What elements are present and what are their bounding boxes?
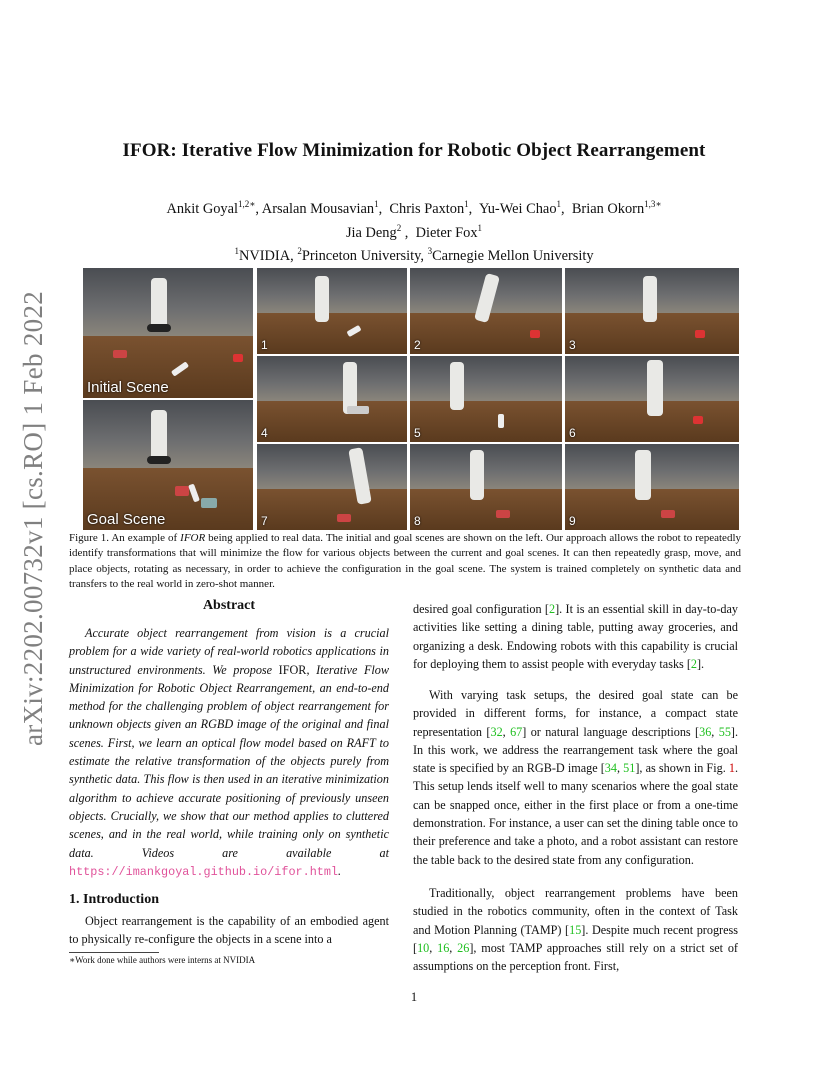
arxiv-identifier: arXiv:2202.00732v1 [cs.RO] 1 Feb 2022	[18, 290, 48, 746]
affiliations: $^1$NVIDIA, $^2$Princeton University, $^3$Carnegie Mellon University	[234, 246, 594, 265]
step-image-8	[410, 444, 562, 530]
step-number: 1	[261, 338, 268, 352]
author-affil-sup: 1,3∗	[644, 199, 662, 209]
citation-link[interactable]: 15	[569, 922, 582, 937]
section-heading: 1. Introduction	[69, 892, 159, 907]
author-name: Brian Okorn	[571, 200, 645, 217]
citation-link[interactable]: 26	[457, 940, 470, 955]
paragraph: desired goal configuration [2]. It is an essential skill in day-to-day activities like setting a dining table, putting away groceries, and organizing a desk. Endowing robots with this capability is crucial for deploying them to assist people with everyday tasks [2].	[413, 602, 738, 671]
step-image-9	[565, 444, 739, 530]
step-number: 9	[569, 514, 576, 528]
step-number: 5	[414, 426, 421, 440]
citation-link[interactable]: 2	[690, 656, 697, 671]
step-number: 3	[569, 338, 576, 352]
intro-text: Object rearrangement is the capability of an embodied agent to physically re-configure the objects in a scene into a	[69, 914, 389, 947]
footnote: ∗Work done while authors were interns at NVIDIA	[69, 955, 256, 965]
author-list: Ankit Goyal$^{1,2∗}$, Arsalan Mousavian$^1$, Chris Paxton$^1$, Yu-Wei Chao$^1$, Brian Okorn$^{1,3∗}$ Jia Deng$^2$ , Dieter Fox$^1$ $^1$NVIDIA, $^2$Princeton University, $^3$Carnegie Mellon University	[166, 199, 662, 265]
author-name: Dieter Fox	[415, 224, 478, 241]
citation-link[interactable]: 67	[510, 724, 523, 739]
step-image-1	[257, 268, 407, 354]
citation-link[interactable]: 2	[548, 602, 556, 616]
paper-title: IFOR: Iterative Flow Minimization for Robotic Object Rearrangement	[122, 140, 706, 161]
step-number: 8	[414, 514, 421, 528]
author-name: Chris Paxton	[389, 200, 465, 217]
step-image-5	[410, 356, 562, 442]
citation-link[interactable]: 55	[718, 724, 731, 739]
footnote-divider	[69, 952, 159, 953]
citation-link[interactable]: 16	[437, 940, 450, 955]
initial-scene-image	[83, 268, 253, 398]
author-name: Ankit Goyal	[166, 200, 239, 217]
step-image-2	[410, 268, 562, 354]
paragraph: With varying task setups, the desired goal state can be provided in different forms, for instance, a compact state representation [32, 67] or natural language descriptions [36, 55]. In this work, we address the rearrangement task where the goal state is specified by an RGB-D image [34, 51], as shown in Fig. 1. This setup lends itself well to many scenarios where the goal state can be snapped once, either in the first place or from a one-time demonstration. For instance, a user can set the dining table once to their preference and take a photo, and a robot assistant can restore the table back to the desired state from any configuration.	[413, 688, 739, 867]
step-image-7	[257, 444, 407, 530]
step-number: 4	[261, 426, 268, 440]
citation-link[interactable]: 32	[490, 724, 503, 739]
citation-link[interactable]: 36	[699, 724, 712, 739]
page-number: 1	[410, 990, 418, 1004]
initial-scene-label: Initial Scene	[87, 379, 169, 396]
project-url-link[interactable]: https://imankgoyal.github.io/ifor.html	[69, 864, 339, 879]
citation-link[interactable]: 10	[417, 940, 430, 955]
author-name: Jia Deng	[345, 224, 397, 241]
figure-caption: Figure 1. An example of IFOR being applied to real data. The initial and goal scenes are shown on the left. Our approach allows the robot to repeatedly identify transformations that will minimize the flow for various objects between the current and goal scenes. It can then repeatedly grasp, move, and place objects, rotating as necessary, in order to achieve the configuration in the goal scene. The system is trained completely on synthetic data and transfers to the real world in zero-shot manner.	[69, 532, 741, 590]
step-number: 2	[414, 338, 421, 352]
step-image-4	[257, 356, 407, 442]
step-number: 6	[569, 426, 576, 440]
citation-link[interactable]: 51	[623, 761, 636, 776]
figure-1	[83, 268, 739, 530]
step-image-3	[565, 268, 739, 354]
author-affil-sup: 1,2∗	[238, 199, 256, 209]
figure-ref-link[interactable]: 1	[728, 761, 735, 776]
step-image-6	[565, 356, 739, 442]
step-number: 7	[261, 514, 268, 528]
paragraph: Traditionally, object rearrangement problems have been studied in the robotics community, often in the context of Task and Motion Planning (TAMP) [15]. Despite much recent progress [10, 16, 26], most TAMP approaches still rely on a strict set of assumptions on the perception front. First,	[413, 886, 738, 974]
goal-scene-label: Goal Scene	[87, 511, 166, 528]
citation-link[interactable]: 34	[604, 761, 617, 776]
abstract-heading: Abstract	[202, 598, 256, 613]
author-name: Arsalan Mousavian	[261, 200, 375, 217]
author-name: Yu-Wei Chao	[478, 200, 557, 217]
abstract-text: Accurate object rearrangement from vision is a crucial problem for a wide variety of real-world robotics applications in unstructured environments. We propose IFOR, Iterative Flow Minimization for Robotic Object Rearrangement, an end-to-end method for the challenging problem of object rearrangement for unknown objects given an RGBD image of the original and final scenes. First, we learn an optical flow model based on RAFT to estimate the relative transformation of the objects purely from synthetic data. This flow is then used in an iterative minimization algorithm to achieve accurate positioning of previously unseen objects. Crucially, we show that our method applies to cluttered scenes, and in the real world, while training only on synthetic data. Videos are available at https://imankgoyal.github.io/ifor.html.	[69, 626, 389, 879]
goal-scene-image	[83, 400, 253, 530]
